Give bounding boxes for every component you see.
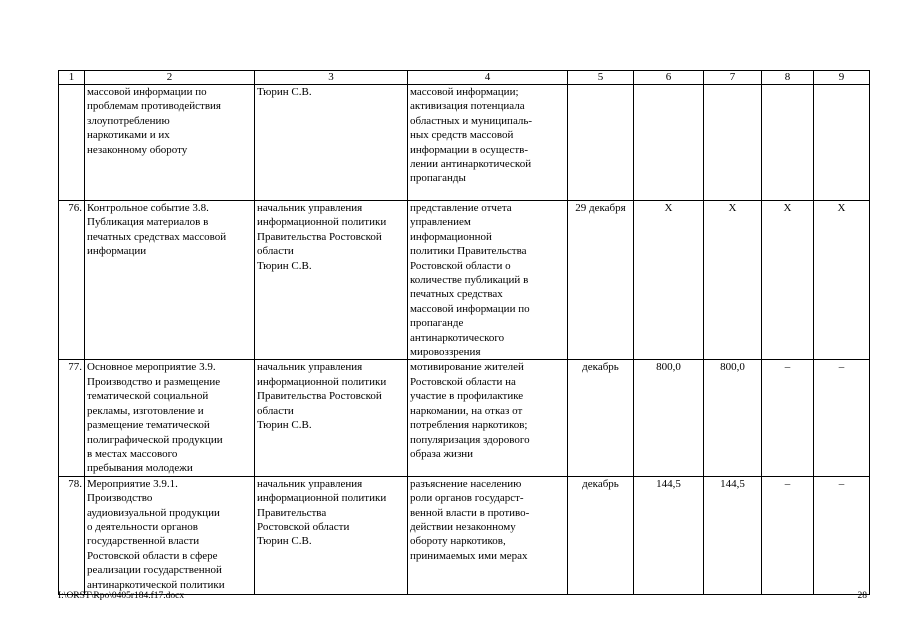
expected-result: представление отчета управлением информационной политики Правительства Ростовской области о количестве публикаций в печатных средствах массовой информации по пропаганде антинаркотического мировоззрения [408,201,568,360]
value-col-6: 800,0 [634,360,704,476]
header-col-4: 4 [408,71,568,85]
row-number [59,85,85,201]
header-col-8: 8 [762,71,814,85]
row-number: 77. [59,360,85,476]
header-col-9: 9 [814,71,870,85]
row-number: 78. [59,476,85,594]
deadline: декабрь [568,360,634,476]
activity-name: Основное мероприятие 3.9. Производство и размещение тематической социальной рекламы, изготовление и размещение тематической полиграфической продукции в местах массового пребывания молодежи [85,360,255,476]
value-col-8 [762,85,814,201]
value-col-9: – [814,360,870,476]
table-row [59,476,870,594]
expected-result: разъяснение населению роли органов государст- венной власти в противо- действии незаконному обороту наркотиков, принимаемых ими мерах [408,476,568,594]
table-row [59,201,870,360]
responsible-person: начальник управления информационной политики Правительства Ростовской области Тюрин С.В. [255,476,408,594]
file-path: I:\ORST\Rpo\0405r184.f17.docx [58,591,185,601]
value-col-8: – [762,476,814,594]
activity-name: Мероприятие 3.9.1. Производство аудиовизуальной продукции о деятельности органов государственной власти Ростовской области в сфере реализации государственной антинаркотической политики [85,476,255,594]
header-col-5: 5 [568,71,634,85]
value-col-6: X [634,201,704,360]
header-col-7: 7 [704,71,762,85]
table-row [59,85,870,201]
value-col-7: 800,0 [704,360,762,476]
activity-name: массовой информации по проблемам противодействия злоупотреблению наркотиками и их незаконному обороту [85,85,255,201]
header-row [59,71,870,85]
row-number: 76. [59,201,85,360]
value-col-6: 144,5 [634,476,704,594]
expected-result: массовой информации; активизация потенциала областных и муниципаль- ных средств массовой информации в осуществ- лении антинаркотической пропаганды [408,85,568,201]
header-col-2: 2 [85,71,255,85]
deadline [568,85,634,201]
page-number: 28 [857,591,867,601]
value-col-9: X [814,201,870,360]
plan-table [58,70,870,595]
value-col-6 [634,85,704,201]
value-col-8: X [762,201,814,360]
responsible-person: начальник управления информационной политики Правительства Ростовской области Тюрин С.В. [255,201,408,360]
value-col-9 [814,85,870,201]
expected-result: мотивирование жителей Ростовской области на участие в профилактике наркомании, на отказ от потребления наркотиков; популяризация здорового образа жизни [408,360,568,476]
value-col-8: – [762,360,814,476]
header-col-3: 3 [255,71,408,85]
responsible-person: Тюрин С.В. [255,85,408,201]
value-col-7: X [704,201,762,360]
value-col-9: – [814,476,870,594]
header-col-6: 6 [634,71,704,85]
deadline: декабрь [568,476,634,594]
header-col-1: 1 [59,71,85,85]
responsible-person: начальник управления информационной политики Правительства Ростовской области Тюрин С.В. [255,360,408,476]
value-col-7 [704,85,762,201]
value-col-7: 144,5 [704,476,762,594]
activity-name: Контрольное событие 3.8. Публикация материалов в печатных средствах массовой информации [85,201,255,360]
table-row [59,360,870,476]
deadline: 29 декабря [568,201,634,360]
